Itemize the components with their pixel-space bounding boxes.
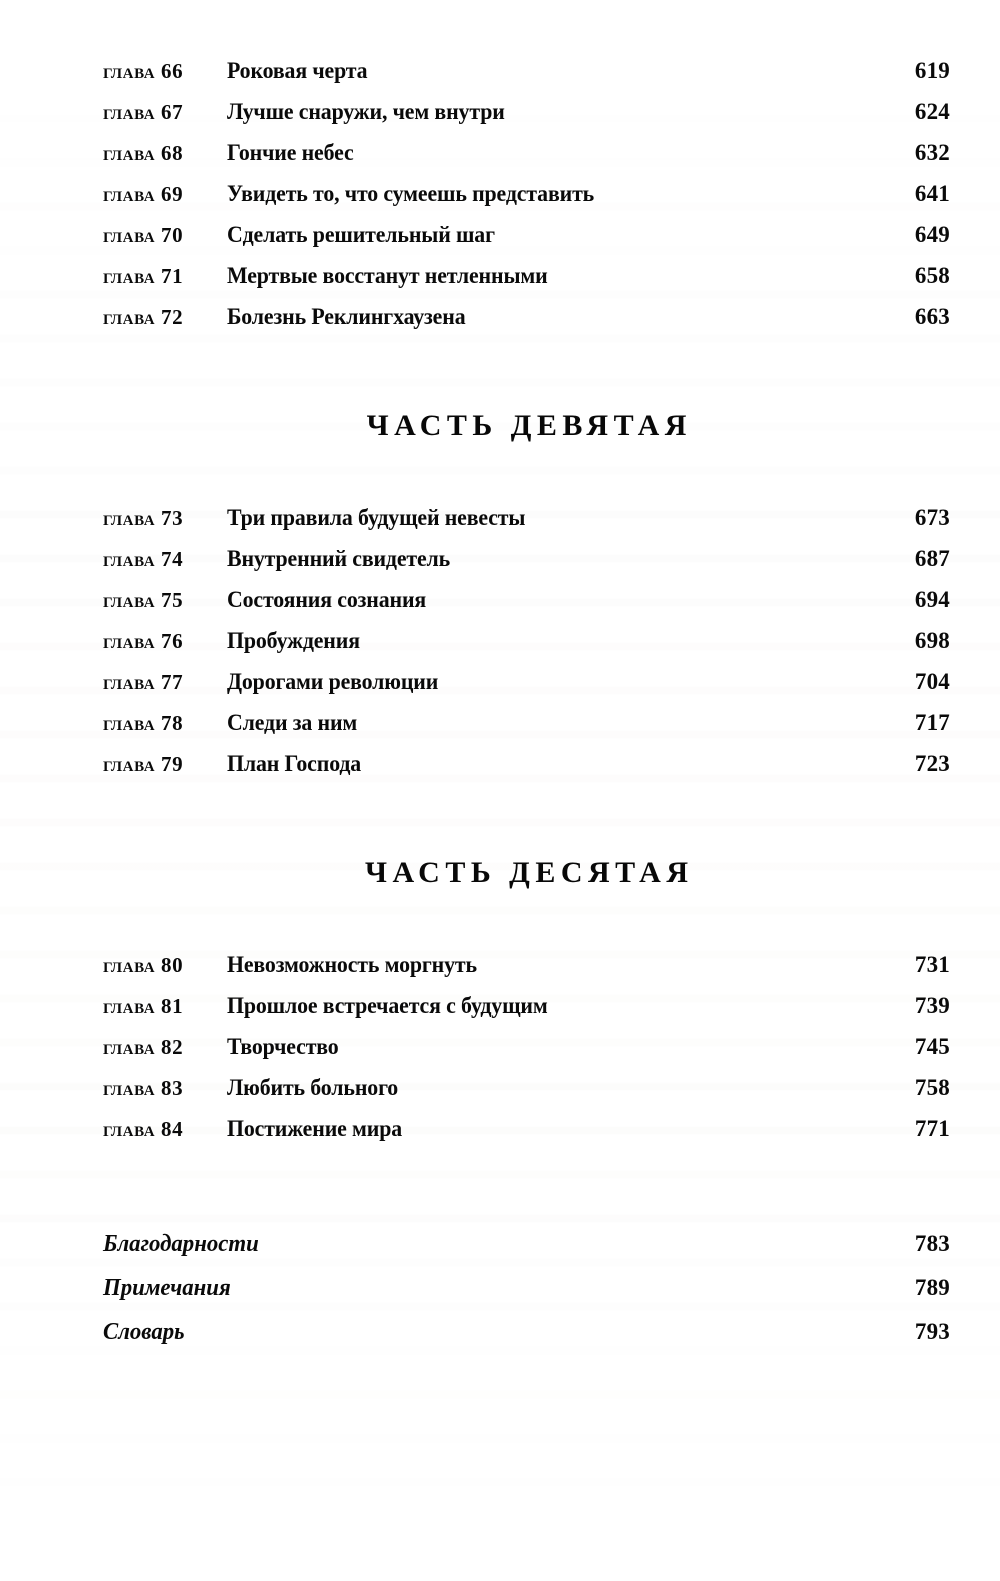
chapter-label: глава 69 bbox=[103, 182, 184, 206]
toc-entry[interactable] bbox=[103, 993, 950, 1034]
page-number: 694 bbox=[914, 587, 950, 612]
chapter-label: глава 78 bbox=[103, 711, 184, 735]
dot-leader bbox=[554, 524, 892, 525]
toc-entry[interactable] bbox=[103, 304, 950, 345]
page-number: 739 bbox=[914, 993, 950, 1018]
chapter-label: глава 70 bbox=[103, 223, 184, 247]
spacer bbox=[103, 345, 950, 409]
chapter-label: глава 83 bbox=[103, 1076, 184, 1100]
chapter-label: глава 73 bbox=[103, 506, 184, 530]
chapter-title: Следи за ним bbox=[227, 710, 358, 736]
dot-leader bbox=[384, 77, 892, 78]
toc-entry[interactable] bbox=[103, 222, 950, 263]
toc-entry[interactable] bbox=[103, 1116, 950, 1157]
page-number: 758 bbox=[914, 1075, 950, 1100]
chapter-label: глава 80 bbox=[103, 953, 184, 977]
page-number: 663 bbox=[914, 304, 950, 329]
chapter-label: глава 66 bbox=[103, 59, 184, 83]
chapter-title: Три правила будущей невесты bbox=[227, 505, 526, 531]
backmatter-title: Словарь bbox=[103, 1319, 185, 1345]
chapter-group bbox=[103, 505, 950, 792]
toc-entry[interactable] bbox=[103, 263, 950, 304]
chapter-title: Состояния сознания bbox=[227, 587, 427, 613]
dot-leader bbox=[377, 770, 892, 771]
dot-leader bbox=[271, 1250, 892, 1251]
page-number: 789 bbox=[914, 1275, 950, 1300]
chapter-title: Роковая черта bbox=[227, 58, 368, 84]
page-number: 793 bbox=[914, 1319, 950, 1344]
toc-entry[interactable] bbox=[103, 1075, 950, 1116]
toc-entry-backmatter[interactable] bbox=[103, 1319, 950, 1363]
dot-leader bbox=[578, 1012, 892, 1013]
chapter-label: глава 77 bbox=[103, 670, 184, 694]
chapter-title: Увидеть то, что сумеешь представить bbox=[227, 181, 595, 207]
chapter-title: Мертвые восстанут нетленными bbox=[227, 263, 548, 289]
part-heading: ЧАСТЬ ДЕСЯТАЯ bbox=[364, 856, 694, 889]
spacer bbox=[103, 792, 950, 856]
toc-entry[interactable] bbox=[103, 99, 950, 140]
page-number: 641 bbox=[914, 181, 950, 206]
dot-leader bbox=[502, 971, 892, 972]
chapter-title: Постижение мира bbox=[227, 1116, 403, 1142]
dot-leader bbox=[369, 159, 892, 160]
dot-leader bbox=[421, 1135, 892, 1136]
chapter-label: глава 75 bbox=[103, 588, 184, 612]
page-number: 624 bbox=[914, 99, 950, 124]
back-matter-group bbox=[103, 1231, 950, 1363]
page-number: 698 bbox=[914, 628, 950, 653]
toc-entry[interactable] bbox=[103, 505, 950, 546]
toc-entry[interactable] bbox=[103, 710, 950, 751]
chapter-title: Любить больного bbox=[227, 1075, 399, 1101]
dot-leader bbox=[532, 118, 892, 119]
chapter-label: глава 76 bbox=[103, 629, 184, 653]
toc-entry-backmatter[interactable] bbox=[103, 1275, 950, 1319]
toc-entry-backmatter[interactable] bbox=[103, 1231, 950, 1275]
spacer bbox=[103, 443, 950, 505]
page-number: 673 bbox=[914, 505, 950, 530]
dot-leader bbox=[417, 1094, 892, 1095]
dot-leader bbox=[376, 647, 892, 648]
chapter-title: Болезнь Реклингхаузена bbox=[227, 304, 466, 330]
part-heading: ЧАСТЬ ДЕВЯТАЯ bbox=[366, 409, 692, 442]
spacer bbox=[103, 890, 950, 952]
dot-leader bbox=[489, 323, 892, 324]
dot-leader bbox=[628, 200, 892, 201]
dot-leader bbox=[241, 1294, 892, 1295]
chapter-group bbox=[103, 58, 950, 345]
dot-leader bbox=[460, 688, 892, 689]
dot-leader bbox=[193, 1338, 892, 1339]
toc-entry[interactable] bbox=[103, 140, 950, 181]
toc-entry[interactable] bbox=[103, 546, 950, 587]
page-number: 783 bbox=[914, 1231, 950, 1256]
toc-entry[interactable] bbox=[103, 58, 950, 99]
table-of-contents bbox=[103, 58, 950, 1363]
chapter-group bbox=[103, 952, 950, 1157]
page-number: 658 bbox=[914, 263, 950, 288]
toc-entry[interactable] bbox=[103, 1034, 950, 1075]
backmatter-title: Примечания bbox=[103, 1275, 231, 1301]
backmatter-title: Благодарности bbox=[103, 1231, 259, 1257]
page-number: 731 bbox=[914, 952, 950, 977]
chapter-label: глава 72 bbox=[103, 305, 184, 329]
toc-entry[interactable] bbox=[103, 628, 950, 669]
chapter-title: Пробуждения bbox=[227, 628, 360, 654]
dot-leader bbox=[473, 565, 892, 566]
page-number: 723 bbox=[914, 751, 950, 776]
chapter-title: Невозможность моргнуть bbox=[227, 952, 477, 978]
chapter-label: глава 81 bbox=[103, 994, 184, 1018]
page-number: 745 bbox=[914, 1034, 950, 1059]
page-number: 619 bbox=[914, 58, 950, 83]
chapter-label: глава 71 bbox=[103, 264, 184, 288]
dot-leader bbox=[578, 282, 892, 283]
dot-leader bbox=[447, 606, 892, 607]
chapter-label: глава 82 bbox=[103, 1035, 184, 1059]
toc-entry[interactable] bbox=[103, 952, 950, 993]
page-number: 632 bbox=[914, 140, 950, 165]
chapter-title: Дорогами революции bbox=[227, 669, 439, 695]
page-number: 649 bbox=[914, 222, 950, 247]
dot-leader bbox=[373, 729, 892, 730]
chapter-title: Творчество bbox=[227, 1034, 339, 1060]
page-number: 771 bbox=[914, 1116, 950, 1141]
toc-entry[interactable] bbox=[103, 587, 950, 628]
page-number: 687 bbox=[914, 546, 950, 571]
chapter-title: План Господа bbox=[227, 751, 362, 777]
toc-entry[interactable] bbox=[103, 669, 950, 710]
toc-entry[interactable] bbox=[103, 751, 950, 792]
dot-leader bbox=[353, 1053, 892, 1054]
chapter-label: глава 74 bbox=[103, 547, 184, 571]
page-number: 704 bbox=[914, 669, 950, 694]
chapter-title: Сделать решительный шаг bbox=[227, 222, 495, 248]
dot-leader bbox=[521, 241, 892, 242]
chapter-title: Внутренний свидетель bbox=[227, 546, 451, 572]
chapter-label: глава 79 bbox=[103, 752, 184, 776]
chapter-label: глава 68 bbox=[103, 141, 184, 165]
chapter-title: Лучше снаружи, чем внутри bbox=[227, 99, 505, 125]
chapter-label: глава 84 bbox=[103, 1117, 184, 1141]
chapter-title: Прошлое встречается с будущим bbox=[227, 993, 548, 1019]
chapter-title: Гончие небес bbox=[227, 140, 354, 166]
page-number: 717 bbox=[914, 710, 950, 735]
spacer bbox=[103, 1157, 950, 1231]
toc-entry[interactable] bbox=[103, 181, 950, 222]
chapter-label: глава 67 bbox=[103, 100, 184, 124]
